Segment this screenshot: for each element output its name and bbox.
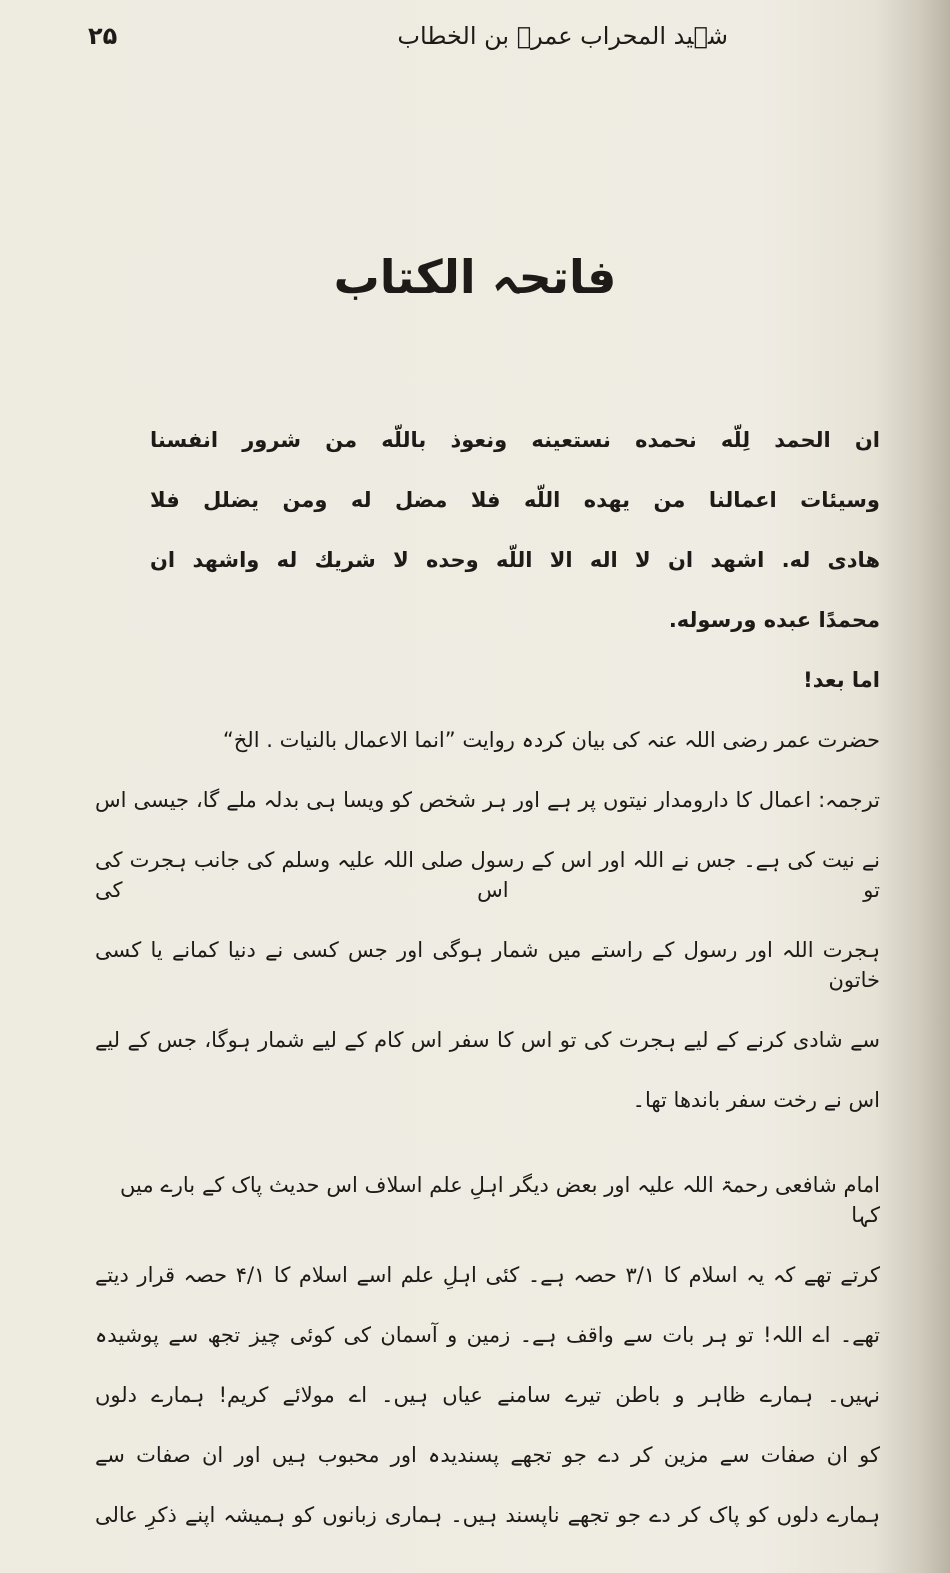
amma-bad: اما بعد! bbox=[803, 668, 880, 692]
body-line: ہجرت اللہ اور رسول کے راستے میں شمار ہوگی اور جس کسی نے دنیا کمانے یا کسی خاتون bbox=[95, 938, 880, 992]
running-title: شہید المحراب عمرؓ بن الخطاب bbox=[397, 22, 728, 50]
khutba-line: هادى له. اشهد ان لا اله الا اللّه وحده لا شريك له واشهد ان bbox=[150, 548, 880, 572]
body-line: امام شافعی رحمۃ اللہ علیہ اور بعض دیگر اہلِ علم اسلاف اس حدیث پاک کے بارے میں کہا bbox=[120, 1173, 880, 1227]
paragraph-gap bbox=[95, 1130, 880, 1155]
body-line: اس نے رخت سفر باندھا تھا۔ bbox=[632, 1088, 880, 1112]
text-column bbox=[95, 410, 880, 1545]
body-line: کو ان صفات سے مزین کر دے جو تجھے پسندیدہ اور محبوب ہیں اور ان صفات سے bbox=[95, 1443, 880, 1467]
khutba-line: ان الحمد لِلّه نحمده نستعينه ونعوذ باللّه من شرور انفسنا bbox=[150, 428, 880, 452]
body-line: تھے۔ اے اللہ! تو ہر بات سے واقف ہے۔ زمین و آسمان کی کوئی چیز تجھ سے پوشیدہ bbox=[95, 1323, 880, 1347]
body-line: ہمارے دلوں کو پاک کر دے جو تجھے ناپسند ہیں۔ ہماری زبانوں کو ہمیشہ اپنے ذکرِ عالی bbox=[95, 1503, 880, 1527]
page-number: ۲۵ bbox=[88, 22, 118, 50]
body-line: نے نیت کی ہے۔ جس نے اللہ اور اس کے رسول صلی اللہ علیہ وسلم کی جانب ہجرت کی تو اس کی bbox=[95, 848, 880, 902]
body-line: ترجمہ: اعمال کا دارومدار نیتوں پر ہے اور ہر شخص کو ویسا ہی بدلہ ملے گا، جیسی اس bbox=[95, 788, 880, 812]
body-line: حضرت عمر رضی اللہ عنہ کی بیان کردہ روایت ”انما الاعمال بالنیات . الخ“ bbox=[222, 728, 880, 752]
khutba-line: وسيئات اعمالنا من يهده اللّه فلا مضل له ومن يضلل فلا bbox=[150, 488, 880, 512]
chapter-title: فاتحہ الکتاب bbox=[333, 250, 617, 304]
body-line: سے شادی کرنے کے لیے ہجرت کی تو اس کا سفر اس کام کے لیے شمار ہوگا، جس کے لیے bbox=[95, 1028, 880, 1052]
body-line: کرتے تھے کہ یہ اسلام کا ۳/۱ حصہ ہے۔ کئی اہلِ علم اسے اسلام کا ۴/۱ حصہ قرار دیتے bbox=[95, 1263, 880, 1287]
body-line: نہیں۔ ہمارے ظاہر و باطن تیرے سامنے عیاں ہیں۔ اے مولائے کریم! ہمارے دلوں bbox=[95, 1383, 880, 1407]
khutba-line: محمدًا عبده ورسوله. bbox=[668, 608, 880, 632]
